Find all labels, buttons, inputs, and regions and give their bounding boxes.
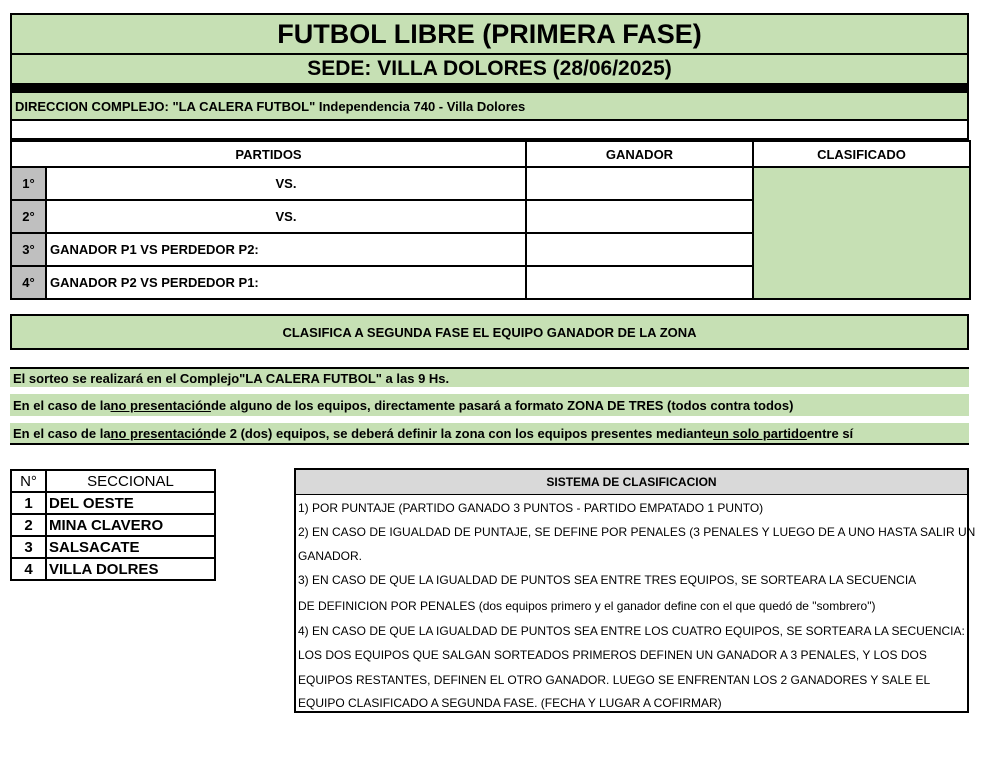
matches-header-row (11, 141, 970, 167)
note-sorteo: El sorteo se realizará en el Complejo"LA CALERA FUTBOL" a las 9 Hs. (10, 367, 969, 387)
underlined-text: no presentación (110, 425, 211, 441)
seccional-header-row (11, 470, 215, 492)
direccion-complejo: DIRECCION COMPLEJO: "LA CALERA FUTBOL" Independencia 740 - Villa Dolores (10, 93, 969, 121)
ganador-header: GANADOR (526, 141, 753, 167)
sistema-line: EQUIPOS RESTANTES, DEFINEN EL OTRO GANADOR. LUEGO SE ENFRENTAN LOS 2 GANADORES Y SALE EL (298, 673, 931, 687)
seccional-num: 3 (11, 536, 46, 558)
match-text: GANADOR P1 VS PERDEDOR P2: (46, 233, 526, 266)
match-number: 1° (11, 167, 46, 200)
sistema-line: GANADOR. (298, 549, 363, 563)
match-text: VS. (46, 200, 526, 233)
sistema-line: DE DEFINICION POR PENALES (dos equipos primero y el ganador define con el que quedó de "sombrero") (298, 599, 876, 613)
match-ganador-cell[interactable] (526, 266, 753, 299)
underlined-text: un solo partido (713, 425, 807, 441)
clasificado-cell[interactable] (753, 167, 970, 299)
page-subtitle: SEDE: VILLA DOLORES (28/06/2025) (10, 55, 969, 85)
seccional-header: SECCIONAL (46, 470, 215, 492)
clasifica-banner: CLASIFICA A SEGUNDA FASE EL EQUIPO GANADOR DE LA ZONA (10, 314, 969, 350)
seccional-name: MINA CLAVERO (46, 514, 215, 536)
match-text: VS. (46, 167, 526, 200)
num-header: N° (11, 470, 46, 492)
seccional-num: 2 (11, 514, 46, 536)
match-number: 3° (11, 233, 46, 266)
seccional-row (11, 514, 215, 536)
page-title: FUTBOL LIBRE (PRIMERA FASE) (10, 13, 969, 55)
match-ganador-cell[interactable] (526, 233, 753, 266)
match-ganador-cell[interactable] (526, 167, 753, 200)
matches-table (10, 140, 971, 300)
match-number: 4° (11, 266, 46, 299)
sistema-line: EQUIPO CLASIFICADO A SEGUNDA FASE. (FECHA Y LUGAR A COFIRMAR) (298, 696, 722, 710)
match-ganador-cell[interactable] (526, 200, 753, 233)
match-text: GANADOR P2 VS PERDEDOR P1: (46, 266, 526, 299)
seccional-row (11, 558, 215, 580)
sistema-line: LOS DOS EQUIPOS QUE SALGAN SORTEADOS PRIMEROS DEFINEN UN GANADOR A 3 PENALES, Y LOS DOS (298, 648, 927, 662)
seccional-row (11, 492, 215, 514)
seccional-name: SALSACATE (46, 536, 215, 558)
sistema-clasificacion-box (294, 468, 976, 713)
notes-section (10, 367, 969, 447)
note-no-presentacion-2: En el caso de la no presentación de 2 (dos) equipos, se deberá definir la zona con los equipos presentes mediante un solo partido entre sí (10, 423, 969, 445)
sistema-line: 4) EN CASO DE QUE LA IGUALDAD DE PUNTOS SEA ENTRE LOS CUATRO EQUIPOS, SE SORTEARA LA SECUENCIA: (298, 624, 965, 638)
underlined-text: no presentación (110, 397, 211, 413)
partidos-header: PARTIDOS (11, 141, 526, 167)
match-number: 2° (11, 200, 46, 233)
match-row (11, 167, 970, 200)
seccional-table (10, 469, 216, 581)
sistema-line: 3) EN CASO DE QUE LA IGUALDAD DE PUNTOS SEA ENTRE TRES EQUIPOS, SE SORTEARA LA SECUENCIA (298, 573, 917, 587)
note-no-presentacion-1: En el caso de la no presentación de alguno de los equipos, directamente pasará a formato ZONA DE TRES (todos contra todos) (10, 394, 969, 416)
seccional-num: 4 (11, 558, 46, 580)
sistema-title: SISTEMA DE CLASIFICACION (296, 470, 967, 495)
seccional-name: VILLA DOLRES (46, 558, 215, 580)
seccional-name: DEL OESTE (46, 492, 215, 514)
clasificado-header: CLASIFICADO (753, 141, 970, 167)
seccional-num: 1 (11, 492, 46, 514)
sistema-line: 2) EN CASO DE IGUALDAD DE PUNTAJE, SE DEFINE POR PENALES (3 PENALES Y LUEGO DE A UNO HASTA SALIR UN (298, 525, 976, 539)
seccional-row (11, 536, 215, 558)
sistema-line: 1) POR PUNTAJE (PARTIDO GANADO 3 PUNTOS - PARTIDO EMPATADO 1 PUNTO) (298, 501, 764, 515)
blank-row (10, 121, 969, 140)
divider (10, 85, 969, 93)
